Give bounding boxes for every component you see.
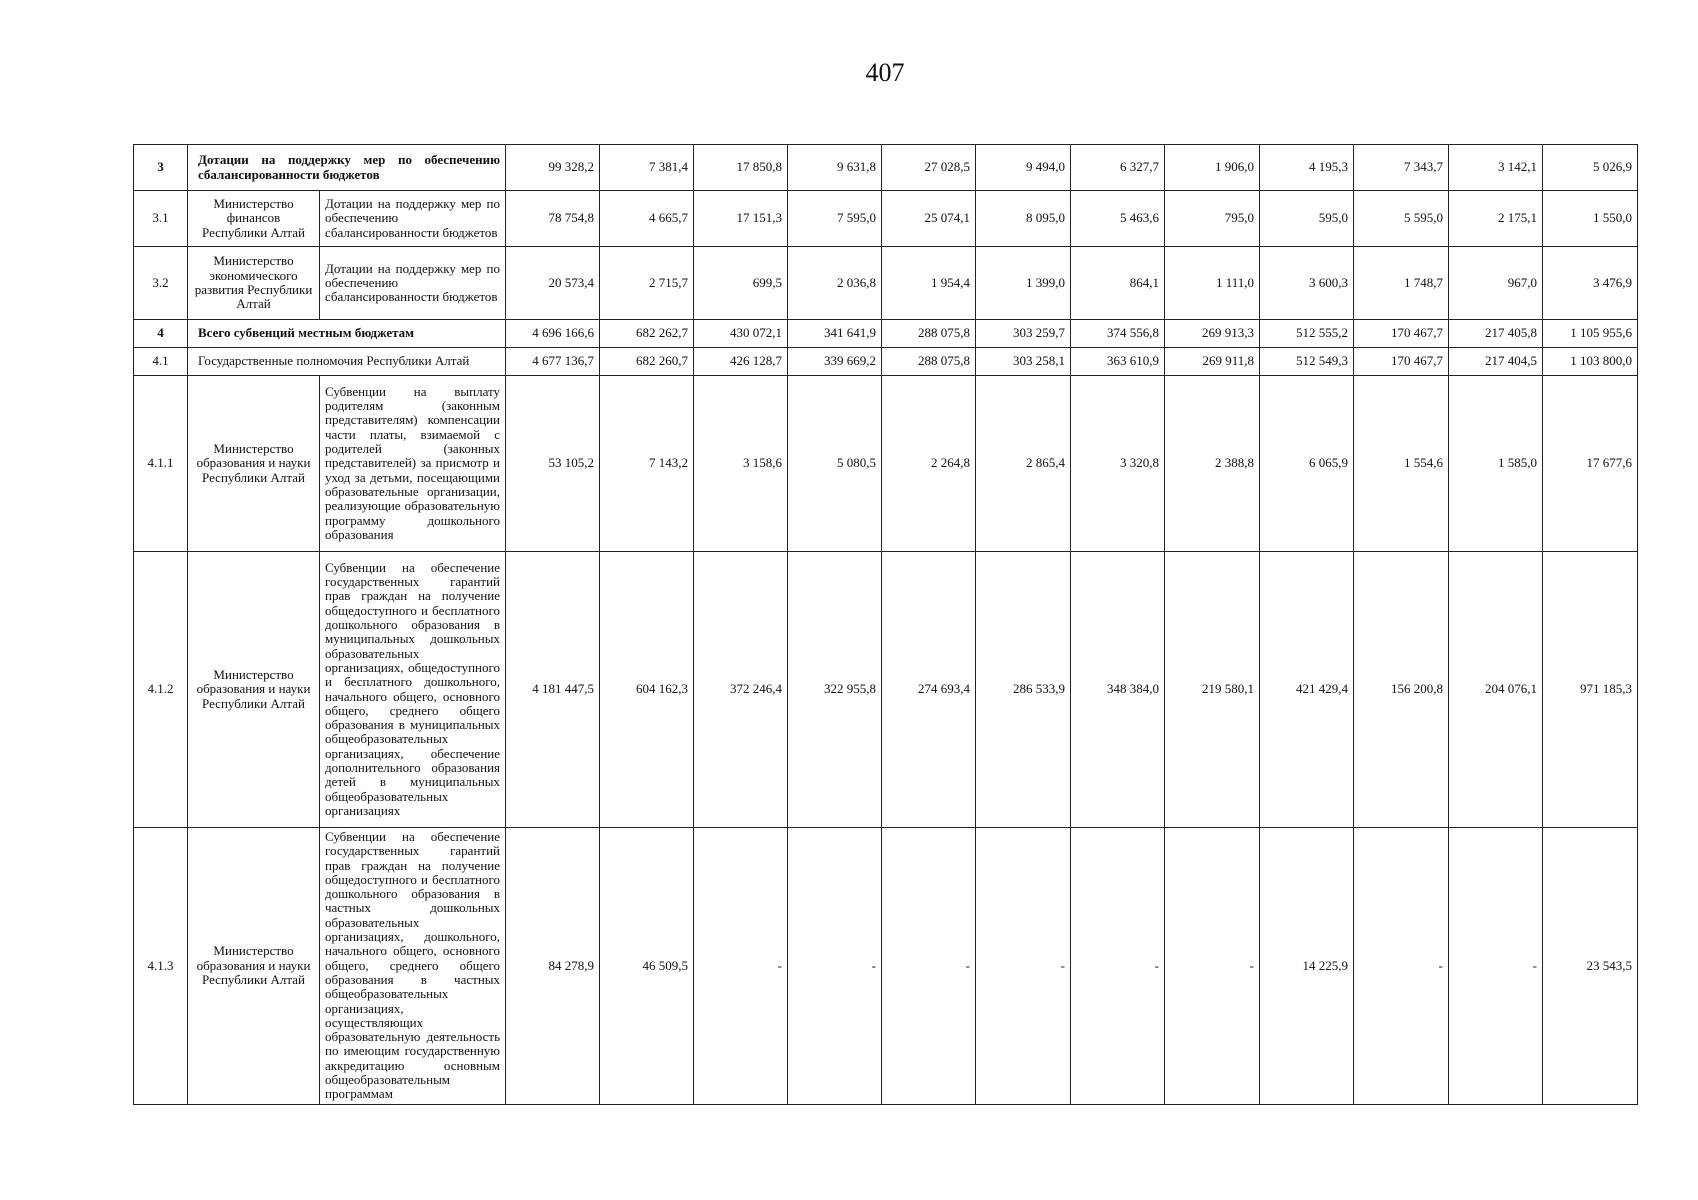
table-row — [134, 828, 1638, 1105]
row-value-cell: 3 476,9 — [1543, 247, 1638, 320]
row-value-cell: 288 075,8 — [882, 320, 976, 348]
row-ministry: Министерство финансов Республики Алтай — [188, 191, 320, 247]
row-code: 4.1.2 — [134, 552, 188, 828]
row-value-cell: 156 200,8 — [1354, 552, 1449, 828]
row-value-cell: 1 585,0 — [1449, 376, 1543, 552]
row-value-cell: 363 610,9 — [1071, 348, 1165, 376]
row-value-cell: 269 911,8 — [1165, 348, 1260, 376]
row-value-cell: 286 533,9 — [976, 552, 1071, 828]
row-value-cell: 322 955,8 — [788, 552, 882, 828]
row-value-cell: 1 550,0 — [1543, 191, 1638, 247]
budget-table — [133, 144, 1638, 1105]
row-value-cell: - — [694, 828, 788, 1105]
row-code: 3.2 — [134, 247, 188, 320]
row-value-cell: 1 554,6 — [1354, 376, 1449, 552]
row-value-cell: 17 151,3 — [694, 191, 788, 247]
row-value-cell: - — [976, 828, 1071, 1105]
row-description: Дотации на поддержку мер по обеспечению сбалансированности бюджетов — [320, 191, 506, 247]
row-value-cell: 374 556,8 — [1071, 320, 1165, 348]
row-value-cell: - — [1165, 828, 1260, 1105]
row-value-cell: 967,0 — [1449, 247, 1543, 320]
row-value-cell: 46 509,5 — [600, 828, 694, 1105]
row-value-cell: 14 225,9 — [1260, 828, 1354, 1105]
row-description: Субвенции на обеспечение государственных гарантий прав граждан на получение общедоступного и бесплатного дошкольного образования в частных дошкольных образовательных организациях, дошкольного, начального общего, основного общего, среднего общего образования в частных общеобразовательных организациях, осуществляющих образовательную деятельность по имеющим государственную аккредитацию основным общеобразовательным программам — [320, 828, 506, 1105]
table-row — [134, 552, 1638, 828]
row-value-cell: 512 555,2 — [1260, 320, 1354, 348]
row-value-cell: 1 103 800,0 — [1543, 348, 1638, 376]
row-code: 3.1 — [134, 191, 188, 247]
row-value-cell: 99 328,2 — [506, 145, 600, 191]
row-value-cell: 341 641,9 — [788, 320, 882, 348]
row-description: Государственные полномочия Республики Алтай — [188, 348, 506, 376]
row-value-cell: 9 494,0 — [976, 145, 1071, 191]
row-value-cell: 27 028,5 — [882, 145, 976, 191]
row-value-cell: - — [1354, 828, 1449, 1105]
row-value-cell: 3 158,6 — [694, 376, 788, 552]
row-value-cell: 595,0 — [1260, 191, 1354, 247]
row-value-cell: 6 065,9 — [1260, 376, 1354, 552]
row-ministry: Министерство образования и науки Республики Алтай — [188, 828, 320, 1105]
row-value-cell: 1 748,7 — [1354, 247, 1449, 320]
row-value-cell: 512 549,3 — [1260, 348, 1354, 376]
row-value-cell: 682 262,7 — [600, 320, 694, 348]
row-description: Дотации на поддержку мер по обеспечению сбалансированности бюджетов — [320, 247, 506, 320]
row-value-cell: 274 693,4 — [882, 552, 976, 828]
row-value-cell: 864,1 — [1071, 247, 1165, 320]
row-value-cell: 4 677 136,7 — [506, 348, 600, 376]
row-value-cell: 2 715,7 — [600, 247, 694, 320]
row-value-cell: 4 696 166,6 — [506, 320, 600, 348]
row-value-cell: 17 677,6 — [1543, 376, 1638, 552]
row-value-cell: 2 264,8 — [882, 376, 976, 552]
row-value-cell: 217 404,5 — [1449, 348, 1543, 376]
row-value-cell: 1 111,0 — [1165, 247, 1260, 320]
row-value-cell: - — [1449, 828, 1543, 1105]
row-value-cell: 303 259,7 — [976, 320, 1071, 348]
row-value-cell: 1 105 955,6 — [1543, 320, 1638, 348]
row-value-cell: 5 026,9 — [1543, 145, 1638, 191]
row-value-cell: - — [1071, 828, 1165, 1105]
row-value-cell: 17 850,8 — [694, 145, 788, 191]
row-description: Субвенции на обеспечение государственных гарантий прав граждан на получение общедоступного и бесплатного дошкольного образования в муниципальных дошкольных образовательных организациях, общедоступного и бесплатного дошкольного, начального общего, основного общего, среднего общего образования в муниципальных общеобразовательных организациях, обеспечение дополнительного образования детей в муниципальных общеобразовательных организациях — [320, 552, 506, 828]
row-value-cell: 217 405,8 — [1449, 320, 1543, 348]
row-value-cell: 170 467,7 — [1354, 320, 1449, 348]
row-value-cell: 78 754,8 — [506, 191, 600, 247]
page-number: 407 — [865, 58, 905, 87]
row-value-cell: - — [882, 828, 976, 1105]
row-value-cell: 1 954,4 — [882, 247, 976, 320]
row-value-cell: - — [788, 828, 882, 1105]
row-value-cell: 682 260,7 — [600, 348, 694, 376]
row-value-cell: 7 595,0 — [788, 191, 882, 247]
table-row — [134, 320, 1638, 348]
table-row — [134, 247, 1638, 320]
row-value-cell: 219 580,1 — [1165, 552, 1260, 828]
row-value-cell: 348 384,0 — [1071, 552, 1165, 828]
row-value-cell: 7 143,2 — [600, 376, 694, 552]
row-value-cell: 339 669,2 — [788, 348, 882, 376]
row-code: 4.1.1 — [134, 376, 188, 552]
row-value-cell: 288 075,8 — [882, 348, 976, 376]
row-value-cell: 23 543,5 — [1543, 828, 1638, 1105]
row-value-cell: 426 128,7 — [694, 348, 788, 376]
row-value-cell: 5 595,0 — [1354, 191, 1449, 247]
row-value-cell: 2 388,8 — [1165, 376, 1260, 552]
row-description: Субвенции на выплату родителям (законным представителям) компенсации части платы, взимаемой с родителей (законных представителей) за присмотр и уход за детьми, посещающими образовательные организации, реализующие образовательную программу дошкольного образования — [320, 376, 506, 552]
table-row — [134, 145, 1638, 191]
row-value-cell: 3 600,3 — [1260, 247, 1354, 320]
row-ministry: Министерство экономического развития Республики Алтай — [188, 247, 320, 320]
row-value-cell: 5 080,5 — [788, 376, 882, 552]
row-code: 3 — [134, 145, 188, 191]
row-value-cell: 204 076,1 — [1449, 552, 1543, 828]
table-row — [134, 348, 1638, 376]
row-ministry: Министерство образования и науки Республики Алтай — [188, 552, 320, 828]
row-value-cell: 604 162,3 — [600, 552, 694, 828]
row-value-cell: 4 195,3 — [1260, 145, 1354, 191]
table-row — [134, 191, 1638, 247]
row-value-cell: 170 467,7 — [1354, 348, 1449, 376]
row-code: 4.1.3 — [134, 828, 188, 1105]
row-value-cell: 4 665,7 — [600, 191, 694, 247]
row-value-cell: 971 185,3 — [1543, 552, 1638, 828]
row-value-cell: 5 463,6 — [1071, 191, 1165, 247]
row-code: 4 — [134, 320, 188, 348]
row-value-cell: 430 072,1 — [694, 320, 788, 348]
row-value-cell: 3 320,8 — [1071, 376, 1165, 552]
table-row — [134, 376, 1638, 552]
row-value-cell: 2 175,1 — [1449, 191, 1543, 247]
row-value-cell: 25 074,1 — [882, 191, 976, 247]
row-value-cell: 7 381,4 — [600, 145, 694, 191]
row-value-cell: 795,0 — [1165, 191, 1260, 247]
row-value-cell: 2 036,8 — [788, 247, 882, 320]
row-value-cell: 9 631,8 — [788, 145, 882, 191]
row-value-cell: 53 105,2 — [506, 376, 600, 552]
row-ministry: Министерство образования и науки Республики Алтай — [188, 376, 320, 552]
row-value-cell: 4 181 447,5 — [506, 552, 600, 828]
row-value-cell: 1 906,0 — [1165, 145, 1260, 191]
row-value-cell: 303 258,1 — [976, 348, 1071, 376]
row-value-cell: 421 429,4 — [1260, 552, 1354, 828]
row-value-cell: 2 865,4 — [976, 376, 1071, 552]
row-description: Всего субвенций местным бюджетам — [188, 320, 506, 348]
row-value-cell: 8 095,0 — [976, 191, 1071, 247]
row-value-cell: 269 913,3 — [1165, 320, 1260, 348]
row-code: 4.1 — [134, 348, 188, 376]
row-value-cell: 699,5 — [694, 247, 788, 320]
row-value-cell: 20 573,4 — [506, 247, 600, 320]
row-value-cell: 7 343,7 — [1354, 145, 1449, 191]
row-value-cell: 1 399,0 — [976, 247, 1071, 320]
row-value-cell: 3 142,1 — [1449, 145, 1543, 191]
row-value-cell: 6 327,7 — [1071, 145, 1165, 191]
row-description: Дотации на поддержку мер по обеспечению сбалансированности бюджетов — [188, 145, 506, 191]
row-value-cell: 84 278,9 — [506, 828, 600, 1105]
row-value-cell: 372 246,4 — [694, 552, 788, 828]
